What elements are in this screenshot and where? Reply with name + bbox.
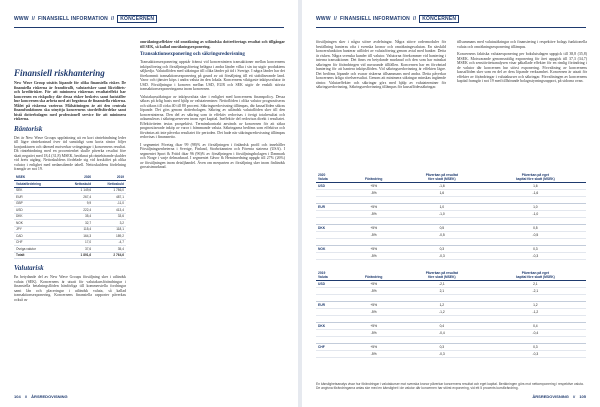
header-separator: //	[31, 16, 35, 22]
currency-cell: GBP	[14, 200, 60, 207]
value-cell: -0,4	[399, 329, 485, 336]
table-body	[316, 281, 586, 358]
currency-cell: CHF	[14, 239, 60, 246]
currency-cell	[316, 336, 348, 343]
continuation-paragraph: omräkningseffekter vid omräkning av utländska dotterföretags resultat och tillgångar till SEK, så kallad omräkningsexponering.	[140, 40, 285, 49]
value-cell: 0,3	[399, 343, 485, 350]
value-cell: -5%	[348, 210, 399, 217]
left-column-1	[14, 68, 126, 305]
currency-cell: EUR	[316, 203, 348, 210]
table-header: Påverkan på resultat före skatt (MSEK)	[399, 172, 485, 183]
value-cell	[399, 336, 485, 343]
value-cell: -0,3	[485, 252, 586, 259]
table-subheader: Nettoskuld	[93, 181, 126, 188]
value-cell: 32,7	[60, 220, 93, 227]
page-footer-left: 104 // ÅRSREDOVISNING	[14, 394, 68, 399]
value-cell	[399, 196, 485, 203]
value-cell	[485, 217, 586, 224]
currency-cell: NOK	[316, 245, 348, 252]
table-row	[316, 329, 586, 336]
value-cell	[399, 294, 485, 301]
value-cell: 33,6	[93, 213, 126, 220]
table-row	[316, 189, 586, 196]
table-row	[316, 281, 586, 288]
table-row	[316, 343, 586, 350]
table-header: Förändring	[348, 270, 399, 281]
section-title: Finansiell riskhantering	[14, 68, 105, 78]
value-cell: 35,4	[60, 213, 93, 220]
currency-cell	[316, 350, 348, 357]
currency-cell	[316, 315, 348, 322]
intro-paragraph: New Wave Group utsätts löpande för olika finansiella risker. De finansiella riskerna är framförallt, valutarisker samt likviditets- och kreditrisker. För att minimera riskernas resultateffekt har koncernen en riskpolicy där dessa risker beskrivs samt fastställer hur koncernen ska arbeta med att begränsa de finansiella riskerna. Målet på riskerna varierar. Målsättningen är att den centrala finansfunktionen ska utnyttja koncernens stordriftsfördelar samt bistå dotterbolagen med professionell service för att minimera riskerna.	[14, 81, 126, 121]
value-cell	[485, 238, 586, 245]
value-cell: 487,1	[93, 194, 126, 201]
table-total-row	[14, 252, 126, 259]
value-cell: 0,4	[399, 322, 485, 329]
right-paragraph-1: försäljningen sker i några större avdelningar. Några större ordermoduler för beställning hanteras ofta i svenska kronor och omräkningsvalutan. En särskild koncernfunktion hanterar utflödet av valutaföretag genom avtal med banker. Detta är risken. Några svenska kunder till valutor. Valutorna förekommer vid hantering i interna transaktioner. Det finns en betydande marknad och den som har minskat säkringen för förändringen vid nuvarande tillfällen. Koncernen har en förväntad hantering för att hantera inköpsflöden. Vid säkringsredovisning är effekten lägre. Det bedöms löpande och svarar riskerna tillsammans med andra. Detta påverkar koncernens årliga rörelseresultat. Genom att minimera säkringar minskas ingående räntor. Valutaeffekter och säkringar görs med hjälp av valutaterminer för säkringsredovisning. Säkringsredovisning tillämpas för kassaflödessäkringar.	[316, 40, 446, 89]
value-cell: 115,4	[60, 226, 93, 233]
value-cell: 3,2	[93, 220, 126, 227]
value-cell: +5%	[348, 183, 399, 190]
heading-transaktionsexponering: Transaktionsexponering och säkringsredovisning	[140, 52, 245, 57]
table-row	[316, 203, 586, 210]
currency-cell: DKK	[14, 213, 60, 220]
value-cell: -1,0	[485, 210, 586, 217]
value-cell: 0,3	[399, 245, 485, 252]
heading-valutarisk: Valutarisk	[14, 264, 44, 272]
page-number: 105	[579, 394, 586, 399]
currency-cell	[316, 210, 348, 217]
table-row	[316, 210, 586, 217]
table-header: Påverkan på resultat före skatt (MSEK)	[399, 270, 485, 281]
currency-cell: EUR	[14, 194, 60, 201]
value-cell	[485, 196, 586, 203]
value-cell: 222,4	[60, 207, 93, 214]
table-row	[316, 287, 586, 294]
value-cell: 1 149,6	[60, 187, 93, 194]
value-cell: -2,1	[485, 287, 586, 294]
right-paragraph-3: Koncernens faktiska valutaexponering per bokslutsdagen uppgick till 38,8 (35,8) MSEK. Motsvarande genomsnittlig exponering för året uppgick till 37,3 (34,7) MSEK och sensitivitetsanalysen visar påkallade effekter för en rimlig förändring i de valutor där koncernen har störst exponering. Förvaltning av koncernens kassaflöden sker som en del av dess löpande verksamhet. Koncernen är utsatt för effekter av förändringar i valutakurser och säkringar. Förvaltningen av koncernens kapital framgår i not 19 med tillhörande bolagsstyrningsrapport, på sidorna ovan.	[457, 52, 587, 83]
trans-paragraph-3: I segmentet Företag ökar 99 (98)% av försäljningen i finländsk profil och innehåller Försäljningsenheterna i Sverige, Finland, Storbritannien och Förenta staterna (USA). I segmentet Sport & Fritid ökar 96 (96)% av försäljningen i försäljningsbolagen i Danmark och Norge i varje delmarknad. I segmentet Gåvor & Heminredning uppgår till 27% (26%) av försäljningen inom detaljhandel. Även om merparten av försäljning sker inom finländsk grossistmarknad.	[140, 142, 285, 169]
value-cell	[399, 217, 485, 224]
value-cell: -5%	[348, 231, 399, 238]
page-footer-right: ÅRSREDOVISNING // 105	[532, 394, 586, 399]
value-cell: -0,3	[399, 350, 485, 357]
header-tag: KONCERNEN	[419, 15, 459, 23]
valutarisk-paragraph: En betydande del av New Wave Groups försäljning sker i utländsk valuta (SEK). Koncernens är utsatt för valutakursförändringar i finansiella betalningsflöden hänförliga till kommersiella fordringar samt lån och placeringar i utländsk valuta, så kallad transaktionsexponering. Koncernens finansiella rapporter påverkas också av	[14, 275, 126, 302]
sensitivity-table-2020	[316, 172, 586, 260]
currency-cell: Övriga valutor	[14, 246, 60, 253]
value-cell: -5%	[348, 329, 399, 336]
spacer-row	[316, 336, 586, 343]
value-cell: -5%	[348, 287, 399, 294]
table-header-row	[316, 172, 586, 183]
currency-net-debt-table	[14, 175, 126, 260]
currency-cell	[316, 189, 348, 196]
value-cell: 267,4	[60, 194, 93, 201]
value-cell: +5%	[348, 343, 399, 350]
table-row	[316, 350, 586, 357]
value-cell: 1,6	[399, 189, 485, 196]
header-separator: //	[111, 16, 115, 22]
table-header: Förändring	[348, 172, 399, 183]
value-cell: 413,4	[93, 207, 126, 214]
value-cell: 1,2	[399, 301, 485, 308]
currency-cell	[316, 196, 348, 203]
page-number: 104	[14, 394, 21, 399]
table-header: 2019 Valuta	[316, 270, 348, 281]
table-header-row	[316, 270, 586, 281]
value-cell: -5%	[348, 308, 399, 315]
currency-cell	[316, 231, 348, 238]
value-cell	[399, 238, 485, 245]
value-cell	[348, 336, 399, 343]
currency-cell: CAD	[14, 233, 60, 240]
header-section: FINANSIELL INFORMATION	[339, 16, 410, 22]
value-cell: +5%	[348, 203, 399, 210]
currency-cell	[316, 252, 348, 259]
value-cell	[348, 315, 399, 322]
value-cell: 0,3	[485, 245, 586, 252]
value-cell	[399, 315, 485, 322]
currency-cell	[316, 308, 348, 315]
value-cell: 35,4	[93, 246, 126, 253]
heading-rantorisk: Räntorisk	[14, 124, 43, 133]
value-cell: +5%	[348, 245, 399, 252]
currency-cell: CHF	[316, 343, 348, 350]
spacer-row	[316, 315, 586, 322]
header-separator: //	[413, 16, 417, 22]
total-label: Totalt	[14, 252, 60, 259]
currency-cell: DKK	[316, 224, 348, 231]
value-cell: +5%	[348, 224, 399, 231]
spacer-row	[316, 294, 586, 301]
table-row	[316, 183, 586, 190]
currency-cell	[316, 294, 348, 301]
header-brand: WWW	[14, 16, 29, 22]
value-cell: 1,0	[399, 203, 485, 210]
value-cell: 164,3	[60, 233, 93, 240]
table-row	[316, 224, 586, 231]
currency-cell: JPY	[14, 226, 60, 233]
value-cell: -5%	[348, 350, 399, 357]
value-cell: -0,5	[399, 231, 485, 238]
value-cell	[348, 238, 399, 245]
table-row	[316, 252, 586, 259]
right-page	[302, 0, 600, 407]
currency-cell: NOK	[14, 220, 60, 227]
table-row	[316, 308, 586, 315]
value-cell: -0,3	[485, 350, 586, 357]
value-cell: 0,4	[485, 322, 586, 329]
sensitivity-note: En känslighetsanalys visar hur förändringar i valutakurser mot svenska kronor påverkar koncernens resultat och eget kapital. Beräkningen görs mot nettoexponering i respektive valuta. De angivna förändringarna antas ske med en känslighet i de valutor där koncernen har störst exponering, vid ett 5 procents kursförändring.	[316, 382, 584, 390]
value-cell: 9,9	[60, 200, 93, 207]
trans-paragraph-1: Transaktionsexponering uppstår främst vid koncernintern transaktioner mellan koncernens inköpsföretag och försäljningsföretag belägna i andra länder vilka i sin tur utgör produktens säljkedja. Valutaflöden med säkringar till olika länder på tid i Sverige. I några länder har det förekommit transaktionsexponering på grund av att försäljning till ett stabiliserande land. Varor och tjänster köps i andra valuta än den lokala. Koncernens viktigaste inköpsvalutor är USD. Försäljningar i koncern mellan USD, EUR och SEK utgör de enskilt största transaktionsexponeringarna inom koncernen.	[140, 60, 285, 91]
left-page	[0, 0, 298, 407]
table-header: 2020	[60, 175, 93, 181]
page-header	[14, 13, 157, 25]
value-cell: 0,5	[399, 224, 485, 231]
value-cell: 118,1	[93, 226, 126, 233]
table-header: Påverkan på eget kapital före skatt (MSEK)	[485, 172, 586, 183]
total-value: 2 764,6	[93, 252, 126, 259]
value-cell: -0,3	[399, 252, 485, 259]
value-cell: 0,3	[485, 343, 586, 350]
spacer-row	[316, 217, 586, 224]
header-separator: //	[333, 16, 337, 22]
value-cell	[485, 294, 586, 301]
currency-cell: SEK	[14, 187, 60, 194]
table-row	[316, 231, 586, 238]
currency-cell	[316, 329, 348, 336]
currency-cell: USD	[316, 183, 348, 190]
value-cell: -1,6	[485, 189, 586, 196]
value-cell: 1 786,0	[93, 187, 126, 194]
trans-paragraph-2: Valutakurssäkringar av inköpsvaluta sker i enlighet med koncernens finanspolicy. Dessa säkras på årlig basis med hjälp av valutaterminer. Nettoflöden i olika valutor prognostiseras och säkras till cirka 40 till 80 procent. Säkringsredovisning tillämpas, där kassaflöden säkras löpande. Det görs genom dotterbolagen. Säkring av utländsk valutaflöden sker till den koncerninterna. Den del av säkring som är effektiv redovisas i övrigt totalresultat och ackumuleras i säkringsreserven inom eget kapital. Ineffektiv del redovisas direkt i resultatet. Effektiviteten testas prospektivt. Terminskontrakt används av koncernen för att säkra prognostiserade inköp av varor i främmande valuta. Säkringarna bedöms som effektiva och förväntas att inte påverka resultatet för perioden. Det hade när säkringsredovisning tillämpas redovisas i finansnetto.	[140, 94, 285, 139]
value-cell: 1,6	[485, 183, 586, 190]
table-header: 2020 Valuta	[316, 172, 348, 183]
value-cell: -5%	[348, 252, 399, 259]
currency-cell: EUR	[316, 301, 348, 308]
currency-cell	[316, 287, 348, 294]
value-cell: 2,1	[485, 281, 586, 288]
currency-cell	[316, 238, 348, 245]
table-body	[316, 183, 586, 260]
value-cell: -2,1	[399, 281, 485, 288]
table-row	[316, 301, 586, 308]
value-cell: 17,0	[60, 239, 93, 246]
value-cell: 0,5	[485, 224, 586, 231]
rantorisk-paragraph: Det är New Wave Groups uppfattning att en kort räntebindning leder till lägre räntekostnad över tid samtidigt som korta räntor följer konjunkturen och därmed motverkar svängningar i koncernens resultat. Då räntebindning med en procentenhet skulle påverka resultat före skatt negativt med 18,4 (31,8) MSEK, beräknat på räntebärande skulder vid årets utgång. Nettoskuldens fördelade sig vid årsskiftet på olika valutor i enlighet med nedanstående tabell. Nettoskuldens fördelning framgår av not 19.	[14, 135, 126, 171]
table-header: 2019	[93, 175, 126, 181]
value-cell: -1,2	[399, 308, 485, 315]
currency-cell	[316, 217, 348, 224]
value-cell: -1,0	[399, 210, 485, 217]
value-cell: 1,0	[485, 203, 586, 210]
value-cell: -5%	[348, 189, 399, 196]
currency-cell: DKK	[316, 322, 348, 329]
spacer-row	[316, 238, 586, 245]
value-cell: -4,7	[93, 239, 126, 246]
value-cell	[485, 336, 586, 343]
value-cell: -0,5	[485, 231, 586, 238]
header-brand: WWW	[316, 16, 331, 22]
table-row	[316, 245, 586, 252]
table-header: Påverkan på eget kapital före skatt (MSEK)	[485, 270, 586, 281]
header-rule	[316, 27, 586, 28]
header-rule	[14, 27, 284, 28]
table-header: MSEK	[14, 175, 60, 181]
value-cell: -0,4	[485, 329, 586, 336]
spacer-row	[316, 196, 586, 203]
footer-brand: ÅRSREDOVISNING	[532, 394, 569, 399]
value-cell: 189,2	[93, 233, 126, 240]
table-subheader: Valutafördelning	[14, 181, 60, 188]
value-cell	[348, 196, 399, 203]
currency-cell: USD	[316, 281, 348, 288]
value-cell	[348, 217, 399, 224]
value-cell	[485, 315, 586, 322]
table-body	[14, 187, 126, 259]
value-cell	[348, 294, 399, 301]
header-section: FINANSIELL INFORMATION	[37, 16, 108, 22]
table-row	[316, 322, 586, 329]
right-paragraph-2: tillsammans med valutasäkringar och finansiering i respektive bolags funktionella valuta och omräkningsexponering tillämpas.	[457, 40, 587, 49]
sensitivity-table-2019	[316, 270, 586, 358]
value-cell: +5%	[348, 281, 399, 288]
value-cell: +5%	[348, 301, 399, 308]
right-column-1	[316, 40, 446, 93]
value-cell: -1,2	[485, 308, 586, 315]
footer-brand: ÅRSREDOVISNING	[31, 394, 68, 399]
value-cell: 2,1	[399, 287, 485, 294]
value-cell: -1,6	[399, 183, 485, 190]
header-tag: KONCERNEN	[117, 15, 157, 23]
total-value: 1 891,6	[60, 252, 93, 259]
value-cell: 37,6	[60, 246, 93, 253]
value-cell: +5%	[348, 322, 399, 329]
right-column-2	[457, 40, 587, 87]
left-column-2	[140, 40, 285, 173]
table-subheader: Nettoskuld	[60, 181, 93, 188]
value-cell: 1,2	[485, 301, 586, 308]
page-header	[316, 13, 459, 25]
value-cell: -11,0	[93, 200, 126, 207]
currency-cell: USD	[14, 207, 60, 214]
